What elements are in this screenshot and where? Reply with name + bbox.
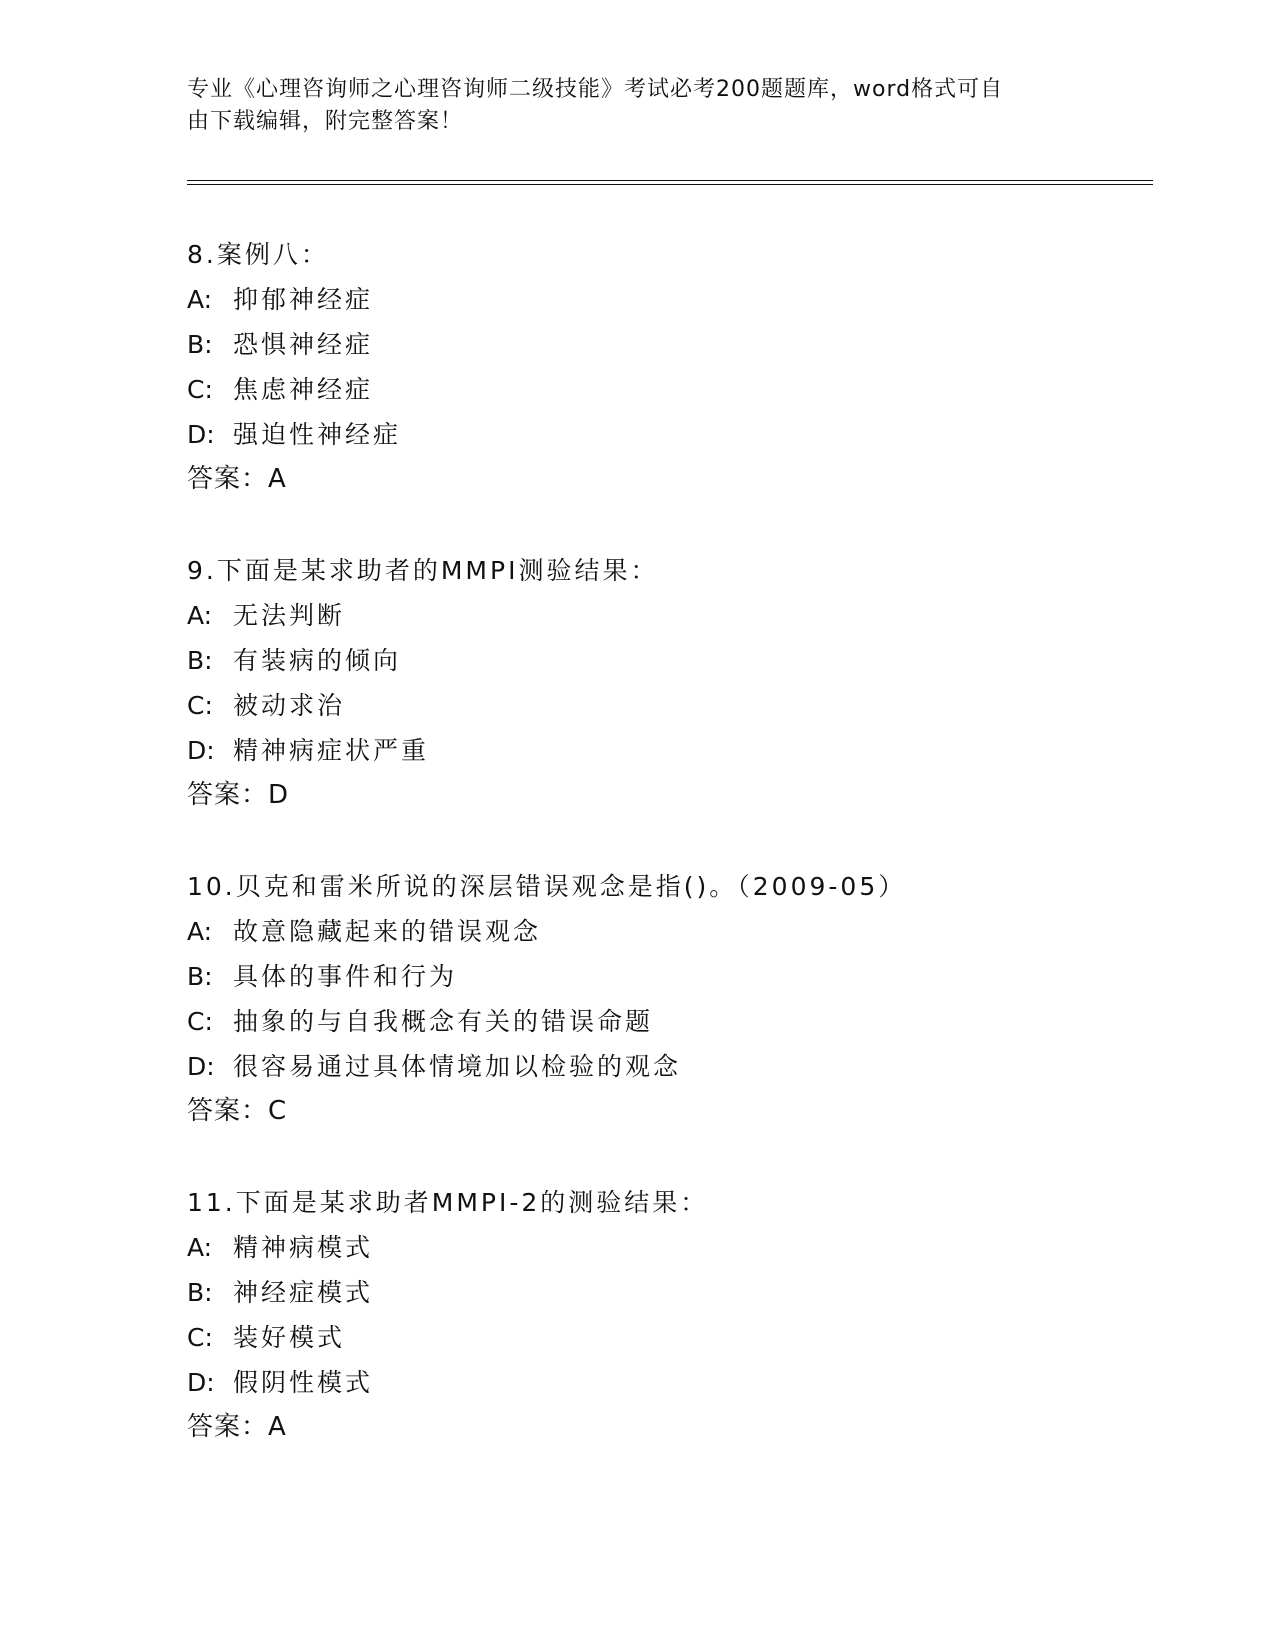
answer-value: A <box>268 464 287 494</box>
question-title: 10.贝克和雷米所说的深层错误观念是指()。（2009-05） <box>187 872 907 901</box>
answer-line <box>187 1405 1147 1450</box>
option-letter: C: <box>187 375 213 404</box>
question-block <box>187 548 1147 818</box>
option-c <box>187 683 1147 728</box>
option-c <box>187 367 1147 412</box>
option-c <box>187 1315 1147 1360</box>
option-text: 假阴性模式 <box>233 1368 374 1397</box>
question-block <box>187 1180 1147 1450</box>
option-text: 恐惧神经症 <box>233 330 374 359</box>
question-title: 8.案例八： <box>187 240 329 269</box>
option-letter: B: <box>187 1278 213 1307</box>
option-d <box>187 1360 1147 1405</box>
option-letter: B: <box>187 646 213 675</box>
option-text: 精神病模式 <box>233 1233 374 1262</box>
answer-line <box>187 1089 1147 1134</box>
option-text: 有装病的倾向 <box>233 646 402 675</box>
option-text: 无法判断 <box>233 601 346 630</box>
option-b <box>187 322 1147 367</box>
option-text: 装好模式 <box>233 1323 346 1352</box>
answer-label: 答案： <box>187 1412 269 1442</box>
answer-label: 答案： <box>187 464 269 494</box>
option-letter: D: <box>187 1368 215 1397</box>
answer-value: A <box>268 1412 287 1442</box>
option-a <box>187 593 1147 638</box>
question-title: 9.下面是某求助者的MMPI测验结果： <box>187 556 659 585</box>
question-block <box>187 232 1147 502</box>
header-line-1: 专业《心理咨询师之心理咨询师二级技能》考试必考200题题库，word格式可自 <box>187 77 1004 102</box>
question-block <box>187 864 1147 1134</box>
answer-label: 答案： <box>187 1096 269 1126</box>
option-letter: A: <box>187 285 213 314</box>
question-title: 11.下面是某求助者MMPI-2的测验结果： <box>187 1188 709 1217</box>
option-text: 抑郁神经症 <box>233 285 374 314</box>
answer-value: C <box>268 1096 288 1126</box>
option-d <box>187 1044 1147 1089</box>
option-letter: A: <box>187 1233 213 1262</box>
answer-value: D <box>268 780 290 810</box>
option-text: 具体的事件和行为 <box>233 962 458 991</box>
document-header <box>187 74 1067 138</box>
option-b <box>187 1270 1147 1315</box>
option-text: 精神病症状严重 <box>233 736 430 765</box>
option-d <box>187 728 1147 773</box>
option-b <box>187 638 1147 683</box>
option-text: 焦虑神经症 <box>233 375 374 404</box>
header-divider-top <box>187 180 1153 181</box>
option-text: 被动求治 <box>233 691 346 720</box>
option-text: 很容易通过具体情境加以检验的观念 <box>233 1052 682 1081</box>
option-letter: C: <box>187 691 213 720</box>
option-text: 神经症模式 <box>233 1278 374 1307</box>
answer-line <box>187 457 1147 502</box>
option-letter: B: <box>187 330 213 359</box>
option-letter: D: <box>187 736 215 765</box>
option-letter: D: <box>187 1052 215 1081</box>
option-d <box>187 412 1147 457</box>
option-b <box>187 954 1147 999</box>
option-c <box>187 999 1147 1044</box>
option-text: 强迫性神经症 <box>233 420 402 449</box>
option-letter: A: <box>187 917 213 946</box>
option-letter: C: <box>187 1007 213 1036</box>
option-text: 故意隐藏起来的错误观念 <box>233 917 542 946</box>
option-a <box>187 277 1147 322</box>
option-letter: D: <box>187 420 215 449</box>
answer-line <box>187 773 1147 818</box>
option-a <box>187 909 1147 954</box>
option-letter: B: <box>187 962 213 991</box>
option-text: 抽象的与自我概念有关的错误命题 <box>233 1007 654 1036</box>
option-letter: A: <box>187 601 213 630</box>
answer-label: 答案： <box>187 780 269 810</box>
header-line-2: 由下载编辑，附完整答案！ <box>187 109 464 134</box>
header-divider-bottom <box>187 184 1153 185</box>
option-letter: C: <box>187 1323 213 1352</box>
option-a <box>187 1225 1147 1270</box>
